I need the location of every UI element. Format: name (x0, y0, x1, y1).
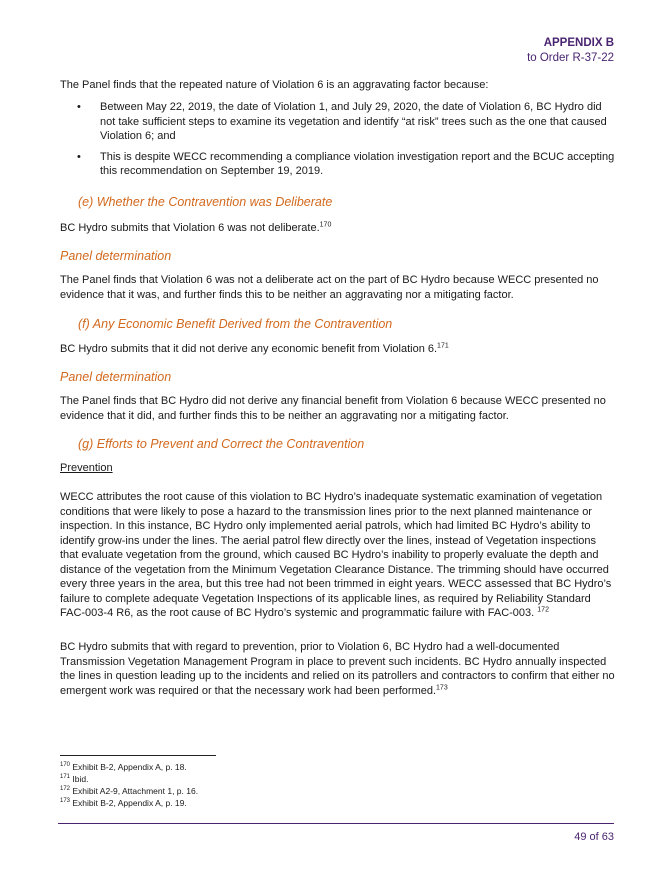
footer-divider (58, 823, 614, 824)
bullet-icon: • (77, 150, 81, 163)
footnote-divider (60, 755, 216, 756)
footnote-ref[interactable]: 173 (436, 683, 448, 691)
prevention-paragraph-2 (60, 640, 616, 698)
footnote-text: Exhibit B-2, Appendix A, p. 18. (72, 762, 187, 772)
section-e-heading: (e) Whether the Contravention was Deliberate (78, 195, 333, 209)
footnote (60, 798, 187, 809)
page-number: 49 of 63 (574, 831, 614, 843)
footnote (60, 786, 198, 797)
list-item (60, 150, 616, 179)
bullet-text: Between May 22, 2019, the date of Violation 1, and July 29, 2020, the date of Violation 6, BC Hydro did not take sufficient steps to examine its vegetation and identify “at risk” trees such as the one that caused Violation 6; and (100, 101, 607, 142)
footnote-ref[interactable]: 171 (437, 342, 449, 350)
list-item (60, 100, 616, 144)
intro-paragraph: The Panel finds that the repeated nature of Violation 6 is an aggravating factor because: (60, 79, 489, 91)
section-f-paragraph (60, 342, 616, 357)
footnote (60, 774, 88, 785)
bullet-icon: • (77, 101, 81, 113)
bullet-list (60, 100, 616, 185)
footnote-text: Exhibit A2-9, Attachment 1, p. 16. (72, 786, 199, 796)
order-reference: to Order R-37-22 (527, 52, 614, 64)
footnote-number: 170 (60, 762, 71, 769)
footnote-number: 173 (60, 798, 71, 805)
prevention-text-1: WECC attributes the root cause of this violation to BC Hydro’s inadequate systematic examination of vegetation conditions that were likely to pose a hazard to the transmission lines prior to the next planned maintenance or inspection. In this instance, BC Hydro only implemented aerial patrols, which had limited BC Hydro’s ability to identify grow-ins under the lines. The aerial patrol flew directly over the lines, instead of Vegetation inspections that evaluate vegetation from the ground, which caused BC Hydro’s inability to properly evaluate the depth and distance of the vegetation from the Minimum Vegetation Clearance Distance. The trimming should have occurred every three years in the area, but this tree had not been trimmed in eight years. WECC assessed that BC Hydro’s failure to complete adequate Vegetation Inspections of its applicable lines, as required by Reliability Standard FAC-003-4 R6, as the root cause of BC Hydro’s systemic and programmatic failure with FAC-003. (60, 491, 612, 619)
section-g-heading: (g) Efforts to Prevent and Correct the Contravention (78, 437, 365, 451)
section-f-heading: (f) Any Economic Benefit Derived from the Contravention (78, 317, 393, 331)
footnote-ref[interactable]: 172 (537, 606, 549, 614)
panel-determination-heading: Panel determination (60, 370, 172, 384)
prevention-paragraph-1 (60, 490, 616, 621)
section-e-text: BC Hydro submits that Violation 6 was not deliberate. (60, 222, 320, 234)
footnote-number: 172 (60, 786, 71, 793)
footnote-number: 171 (60, 774, 71, 781)
section-e-paragraph (60, 221, 616, 236)
footnote-text: Exhibit B-2, Appendix A, p. 19. (72, 798, 187, 808)
footnote (60, 762, 187, 773)
prevention-label: Prevention (60, 462, 113, 474)
bullet-text: This is despite WECC recommending a compliance violation investigation report and the BCUC accepting this recommendation on September 19, 2019. (100, 150, 615, 177)
footnote-text: Ibid. (72, 774, 89, 784)
prevention-text-2: BC Hydro submits that with regard to prevention, prior to Violation 6, BC Hydro had a well-documented Transmission Vegetation Management Program in place to prevent such incidents. BC Hydro annually inspected the lines in question leading up to the incidents and relied on its patrollers and contractors to confirm that either no emergent work was required or that the necessary work had been performed. (60, 641, 615, 697)
section-f-determination: The Panel finds that BC Hydro did not derive any financial benefit from Violation 6 because WECC presented no evidence that it did, and further finds this to be neither an aggravating nor a mitigating factor. (60, 395, 606, 422)
section-e-determination: The Panel finds that Violation 6 was not a deliberate act on the part of BC Hydro because WECC presented no evidence that it was, and further finds this to be neither an aggravating nor a mitigating factor. (60, 274, 599, 301)
panel-determination-heading: Panel determination (60, 249, 172, 263)
footnote-ref[interactable]: 170 (319, 221, 332, 229)
section-f-text: BC Hydro submits that it did not derive any economic benefit from Violation 6. (60, 343, 438, 355)
appendix-title: APPENDIX B (543, 37, 614, 49)
